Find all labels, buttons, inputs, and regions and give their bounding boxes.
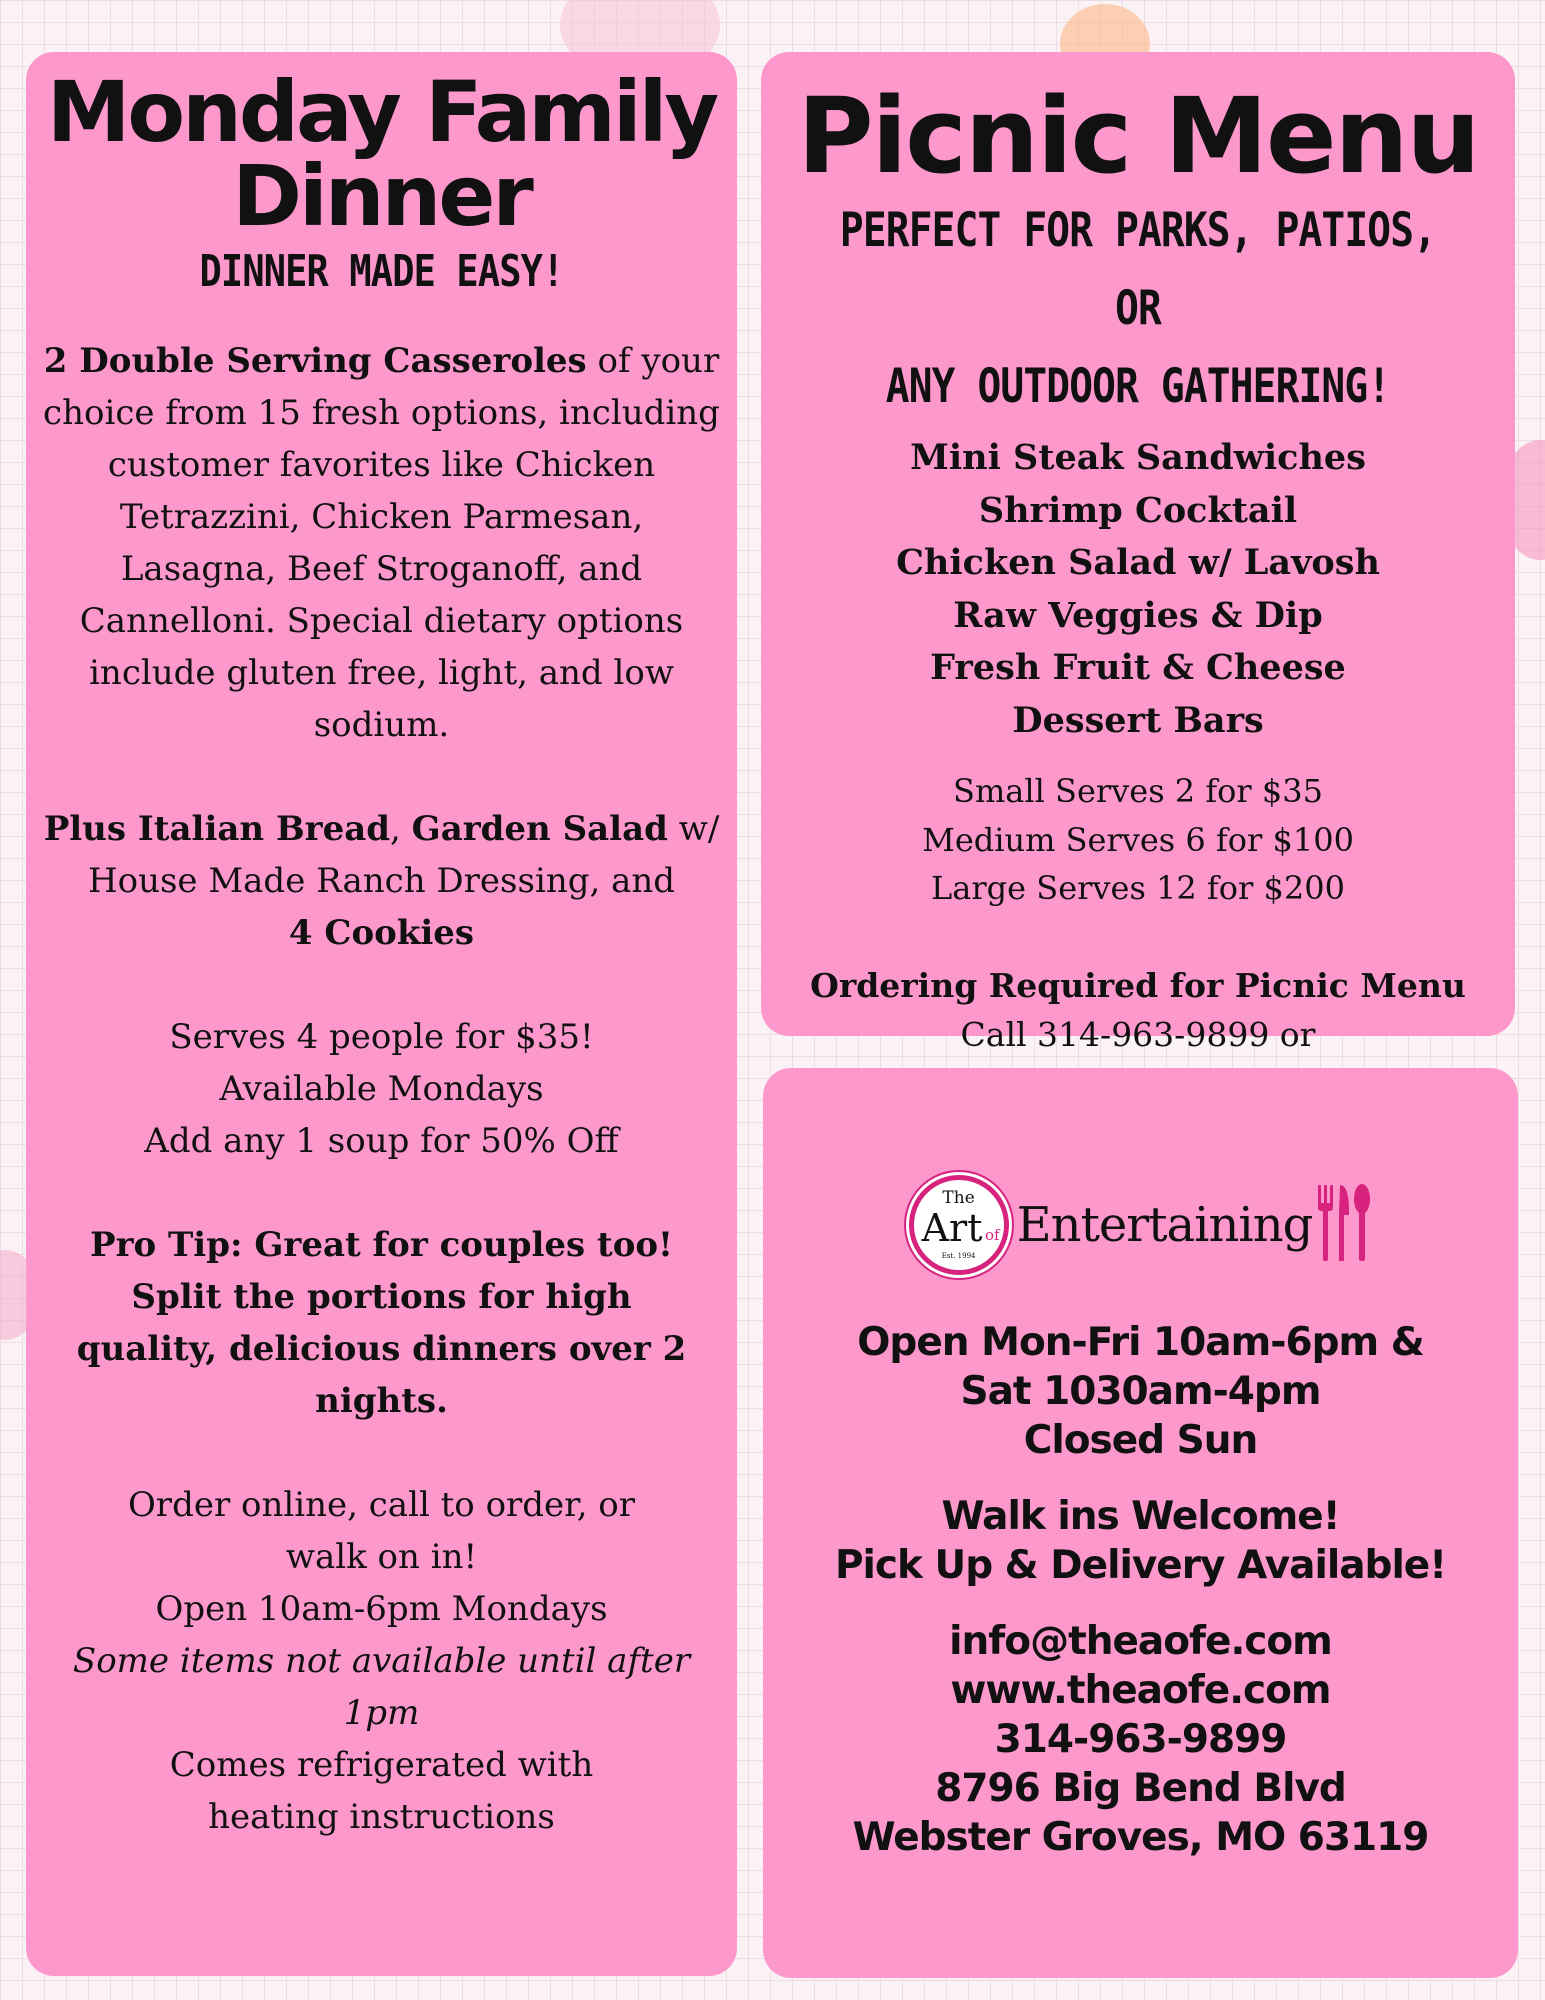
list-item: Mini Steak Sandwiches	[910, 437, 1366, 478]
sides-salad: Garden Salad	[411, 809, 668, 849]
hours-saturday: Sat 1030am-4pm	[960, 1369, 1321, 1414]
fork-knife-spoon-icon	[1316, 1181, 1372, 1269]
hours-weekday: Open Mon-Fri 10am-6pm &	[857, 1320, 1424, 1365]
availability-line: Available Mondays	[219, 1069, 544, 1109]
address-line1: 8796 Big Bend Blvd	[935, 1766, 1346, 1811]
sides-bread: Plus Italian Bread	[43, 809, 391, 849]
casseroles-paragraph	[40, 335, 723, 751]
casseroles-text: of your choice from 15 fresh options, including customer favorites like Chicken Tetrazzini, Chicken Parmesan, Lasagna, Beef Stroganoff, and Cannelloni. Special dietary options include gluten free, light, and low sodium.	[43, 341, 720, 745]
price-item: Small Serves 2 for $35	[953, 772, 1323, 810]
sides-paragraph	[40, 803, 723, 959]
logo-of: of	[985, 1226, 1000, 1244]
art-of-entertaining-logo	[777, 1172, 1504, 1278]
ordering-info	[40, 1479, 723, 1843]
pro-tip	[40, 1219, 723, 1427]
dinner-title-line2: Dinner	[232, 147, 531, 245]
sides-separator: ,	[390, 809, 412, 849]
list-item: Fresh Fruit & Cheese	[930, 647, 1346, 688]
picnic-call-line: Call 314-963-9899 or	[960, 1014, 1316, 1054]
heating-line: Comes refrigerated with heating instructions	[169, 1745, 594, 1837]
phone-line: 314-963-9899	[994, 1717, 1287, 1762]
picnic-items	[775, 432, 1501, 747]
dinner-title-line1: Monday Family	[46, 63, 717, 161]
sides-text: w/ House Made Ranch Dressing, and	[87, 809, 720, 901]
list-item: Chicken Salad w/ Lavosh	[896, 542, 1380, 583]
list-item: Dessert Bars	[1012, 699, 1264, 741]
address-line2: Webster Groves, MO 63119	[852, 1815, 1429, 1860]
sides-cookies: 4 Cookies	[288, 913, 475, 953]
picnic-prices	[775, 767, 1501, 913]
list-item: Raw Veggies & Dip	[953, 594, 1323, 636]
dinner-title	[40, 63, 723, 245]
casseroles-bold: 2 Double Serving Casseroles	[43, 341, 587, 381]
contact-info	[777, 1617, 1504, 1862]
store-info-panel	[763, 1068, 1518, 1978]
picnic-title: Picnic Menu	[797, 75, 1479, 197]
order-line: Order online, call to order, or	[127, 1485, 636, 1525]
availability-note: Some items not available until after 1pm	[72, 1641, 691, 1733]
walk-in-line: walk on in!	[285, 1537, 478, 1577]
logo-badge	[909, 1175, 1009, 1275]
price-item: Medium Serves 6 for $100	[922, 820, 1354, 859]
walk-ins-line: Walk ins Welcome!	[941, 1494, 1340, 1539]
hours-sunday: Closed Sun	[1023, 1418, 1258, 1463]
soup-offer-line: Add any 1 soup for 50% Off	[144, 1121, 619, 1161]
ordering-required-heading: Ordering Required for Picnic Menu	[810, 965, 1466, 1005]
logo-art: Art	[921, 1206, 983, 1250]
store-hours	[777, 1318, 1504, 1465]
email-line: info@theaofe.com	[949, 1619, 1332, 1664]
monday-hours-line: Open 10am-6pm Mondays	[155, 1589, 608, 1629]
picnic-subtitle-line1: PERFECT FOR PARKS, PATIOS, OR	[839, 203, 1437, 336]
logo-the: The	[942, 1188, 975, 1208]
website-line: www.theaofe.com	[950, 1668, 1331, 1713]
list-item: Shrimp Cocktail	[978, 489, 1298, 531]
serves-line: Serves 4 people for $35!	[169, 1017, 594, 1057]
pickup-delivery-line: Pick Up & Delivery Available!	[834, 1543, 1447, 1588]
picnic-subtitle	[833, 192, 1443, 426]
serving-info	[40, 1011, 723, 1167]
pro-tip-text: Pro Tip: Great for couples too! Split the portions for high quality, delicious dinners over 2 nights.	[76, 1225, 687, 1421]
logo-entertaining: Entertaining	[1016, 1197, 1313, 1253]
price-item: Large Serves 12 for $200	[931, 869, 1345, 907]
logo-est: Est. 1994	[941, 1252, 976, 1260]
welcome-message	[777, 1492, 1504, 1590]
picnic-menu-panel	[761, 52, 1515, 1054]
picnic-subtitle-line2: ANY OUTDOOR GATHERING!	[885, 359, 1391, 414]
monday-family-dinner-panel	[26, 52, 737, 1976]
dinner-subtitle: DINNER MADE EASY!	[199, 246, 564, 297]
